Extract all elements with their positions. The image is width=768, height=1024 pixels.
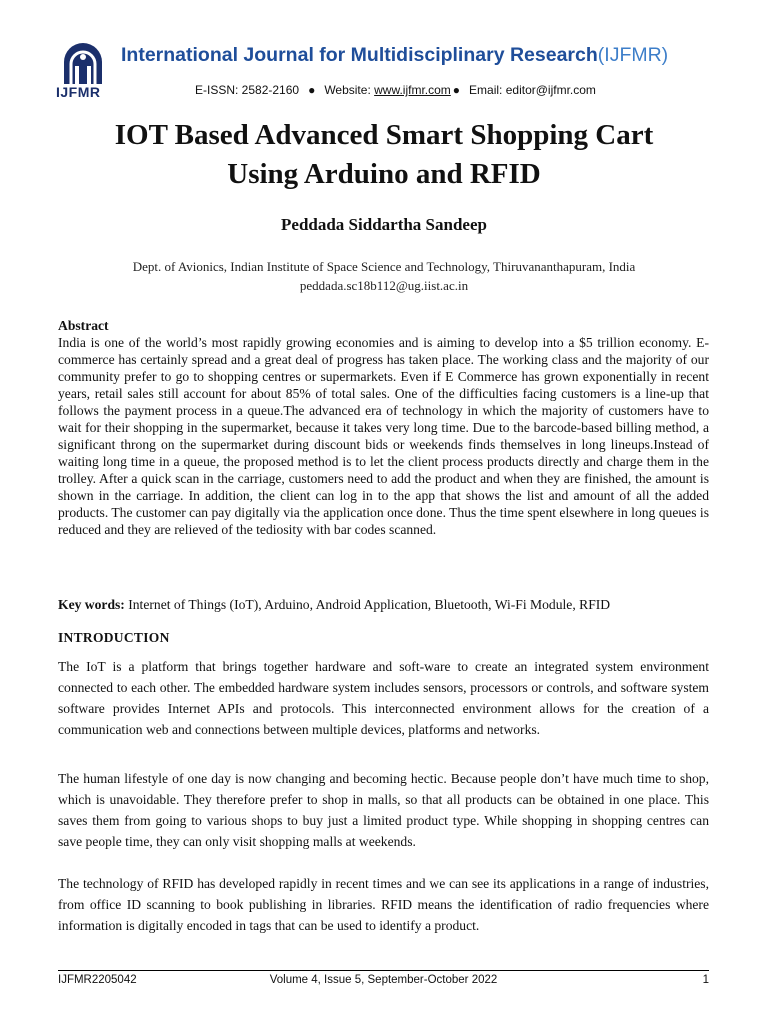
intro-paragraph-1: The IoT is a platform that brings together hardware and soft-ware to create an integrated system environment connected to each other. The embedded hardware system includes sensors, processors or controls, and software system software provides Internet APIs and protocols. This interconnected environment allows for the creation of a communication web and connections between multiple devices, platforms and networks. — [58, 659, 709, 737]
journal-name: International Journal for Multidisciplinary Research — [121, 44, 598, 66]
author-name: Peddada Siddartha Sandeep — [281, 215, 487, 234]
intro-paragraph-2: The human lifestyle of one day is now changing and becoming hectic. Because people don’t have much time to shop, which is unavoidable. They therefore prefer to shop in malls, so that all products can be obtained in one place. This saves them from going to various shops to buy just a limited product type. While shopping in shopping centres can save people time, they can only visit shopping malls at weekends. — [58, 771, 709, 849]
affiliation: Dept. of Avionics, Indian Institute of Space Science and Technology, Thiruvananthapuram, India — [132, 259, 636, 274]
journal-abbr: (IJFMR) — [597, 44, 669, 66]
bullet-icon: ● — [308, 83, 316, 97]
abstract-heading: Abstract — [58, 318, 109, 333]
page-number: 1 — [702, 974, 709, 986]
journal-title — [121, 44, 668, 67]
paper-id: IJFMR2205042 — [58, 974, 137, 986]
intro-paragraph-3: The technology of RFID has developed rapidly in recent times and we can see its applications in a range of industries, from office ID scanning to book publishing in libraries. RFID means the identification of radio frequencies where information is digitally encoded in tags that can be used to identify a product. — [58, 876, 709, 933]
introduction-heading: INTRODUCTION — [58, 630, 170, 645]
paper-title-line-1: IOT Based Advanced Smart Shopping Cart — [114, 119, 654, 151]
volume-info: Volume 4, Issue 5, September-October 2022 — [269, 974, 498, 986]
website-label: Website: — [324, 83, 371, 97]
logo-text: IJFMR — [56, 84, 101, 100]
paper-title-line-2: Using Arduino and RFID — [227, 158, 541, 190]
keywords — [58, 596, 709, 614]
abstract-text: India is one of the world’s most rapidly growing economies and is aiming to develop into a $5 trillion economy. E-commerce has certainly spread and a great deal of progress has taken place. The working class and the majority of our community prefer to go to shopping centres or supermarkets. Even if E Commerce has grown exponentially in recent years, retail sales still account for about 85% of total sales. One of the difficulties facing customers is a line-up that follows the payment process in a queue.The advanced era of technology in which the majority of customers have to wait for their shopping in the supermarket, because it takes very long time. Due to the barcode-based billing method, a significant throng on the supermarket during discount bids or weekends finds themselves in long lineups.Instead of waiting long time in a queue, the proposed method is to let the client process products directly and charge them in the trolley. After a quick scan in the carriage, customers need to add the product and when they are finished, the amount is shown in the carriage. In addition, the client can log in to the app that shows the list and amount of all the added products. The customer can pay digitally via the application once done. Thus the time spent elsewhere in long queues is reduced and they are relieved of the tediosity with bar codes scanned. — [58, 335, 709, 537]
journal-info-line — [195, 83, 596, 97]
journal-email: Email: editor@ijfmr.com — [469, 83, 596, 97]
paper-title — [0, 116, 768, 194]
keywords-label: Key words: — [58, 597, 125, 612]
author-email: peddada.sc18b112@ug.iist.ac.in — [299, 278, 469, 293]
issn: E-ISSN: 2582-2160 — [195, 83, 300, 97]
affiliation-block — [0, 257, 768, 295]
website-link[interactable]: www.ijfmr.com — [374, 83, 451, 97]
footer-divider — [58, 970, 709, 971]
keywords-text: Internet of Things (IoT), Arduino, Android Application, Bluetooth, Wi-Fi Module, RFID — [128, 597, 611, 612]
bullet-icon: ● — [452, 83, 461, 97]
